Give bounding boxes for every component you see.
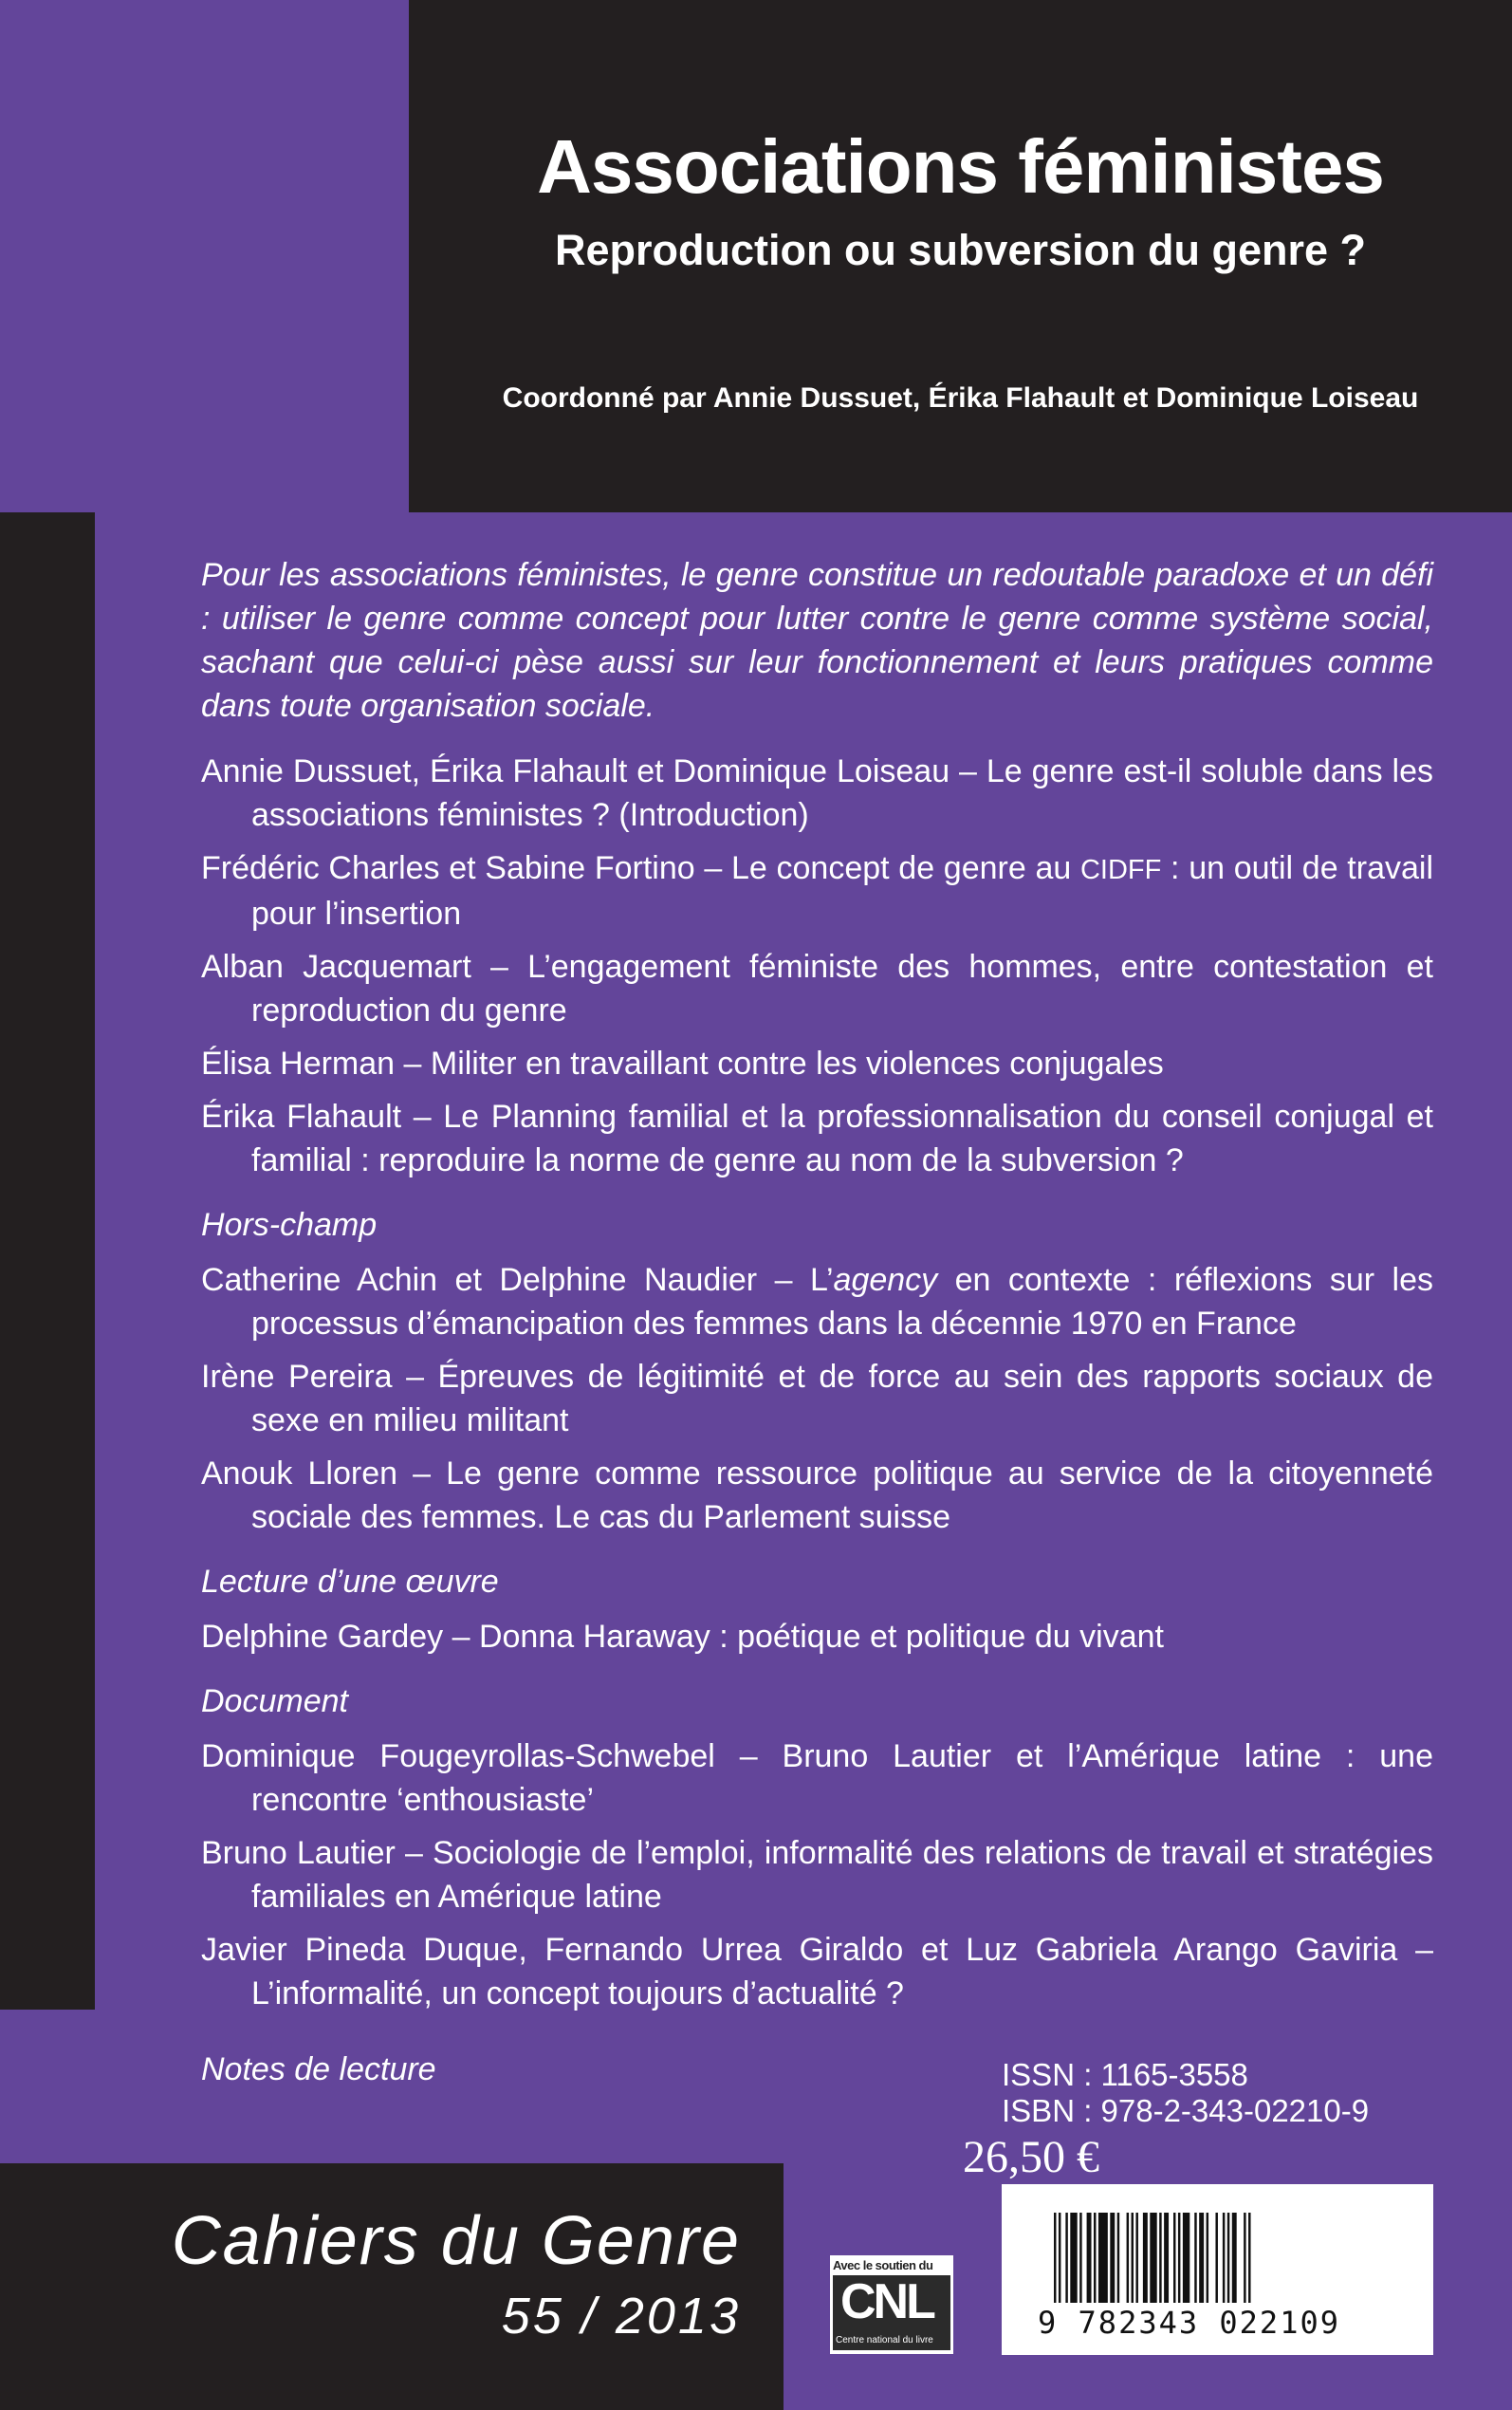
toc-entry: Javier Pineda Duque, Fernando Urrea Giraldo et Luz Gabriela Arango Gaviria – L’informalité, un concept toujours d’actualité ? [201, 1932, 1433, 2011]
left-strip [0, 512, 95, 2010]
section-heading: Document [201, 1683, 348, 1719]
toc-entry: Anouk Lloren – Le genre comme ressource politique au service de la citoyenneté sociale des femmes. Le cas du Parlement suisse [201, 1455, 1433, 1535]
barcode-bar [1183, 2213, 1189, 2303]
section-heading: Lecture d’une œuvre [201, 1564, 499, 1600]
barcode-bar [1248, 2213, 1250, 2303]
barcode-bar [1094, 2213, 1096, 2303]
barcode-bar [1159, 2213, 1161, 2303]
toc-entry: Irène Pereira – Épreuves de légitimité et de force au sein des rapports sociaux de sexe en milieu militant [201, 1359, 1433, 1438]
toc-acronym: CIDFF [1079, 855, 1162, 885]
barcode [1002, 2184, 1433, 2355]
barcode-bar [1194, 2213, 1196, 2303]
cnl-tagline: Avec le soutien du [833, 2258, 933, 2272]
barcode-bar [1232, 2213, 1237, 2303]
section-heading: Hors-champ [201, 1207, 378, 1243]
barcode-bar [1098, 2213, 1108, 2303]
book-subtitle: Reproduction ou subversion du genre ? [554, 226, 1367, 274]
toc-entry: Érika Flahault – Le Planning familial et la professionnalisation du conseil conjugal et familial : reproduire la norme de genre au nom de la subversion ? [201, 1099, 1433, 1178]
barcode-bar [1117, 2213, 1119, 2303]
barcode-bar [1207, 2213, 1208, 2303]
intro-text: Pour les associations féministes, le genre constitue un redoutable paradoxe et un défi : utiliser le genre comme concept pour lutter contre le genre comme système social, sachant que celui-ci pèse aussi sur leur fonctionnement et leurs pratiques comme dans toute organisation sociale. [201, 557, 1433, 724]
isbn: ISBN : 978-2-343-02210-9 [1002, 2093, 1370, 2128]
barcode-bar [1127, 2213, 1129, 2303]
barcode-bar [1150, 2213, 1156, 2303]
cnl-logo-box [833, 2275, 950, 2350]
toc-text: Frédéric Charles et Sabine Fortino – Le concept de genre au [201, 850, 1080, 886]
section-heading: Notes de lecture [201, 2051, 436, 2087]
cnl-name: Centre national du livre [836, 2335, 933, 2345]
barcode-bar [1244, 2213, 1245, 2303]
issue-number: 55 / 2013 [501, 2288, 741, 2345]
barcode-bar [1199, 2213, 1204, 2303]
toc-entry [201, 846, 1433, 936]
toc-text: en contexte : réflexions sur les processus d’émancipation des femmes dans la décennie 1970 en France [251, 1262, 1433, 1342]
barcode-bar [1135, 2213, 1137, 2303]
barcode-bar [1079, 2213, 1081, 2303]
book-title: Associations féministes [537, 124, 1384, 209]
barcode-bar [1227, 2213, 1229, 2303]
footer-panel [0, 2163, 784, 2410]
toc-entry [201, 1258, 1433, 1345]
barcode-bar [1132, 2213, 1134, 2303]
price: 26,50 € [963, 2132, 1099, 2182]
barcode-bar [1215, 2213, 1217, 2303]
cnl-logo [830, 2255, 953, 2354]
barcode-bar [1059, 2213, 1060, 2303]
barcode-bar [1054, 2213, 1056, 2303]
table-of-contents [201, 553, 1433, 2091]
coordinators: Coordonné par Annie Dussuet, Érika Flahault et Dominique Loiseau [502, 382, 1419, 414]
toc-entry: Annie Dussuet, Érika Flahault et Dominique Loiseau – Le genre est-il soluble dans les associations féministes ? (Introduction) [201, 753, 1433, 833]
barcode-digits: 9 782343 022109 [1038, 2305, 1340, 2341]
toc-italic: agency [833, 1262, 938, 1298]
issn: ISSN : 1165-3558 [1002, 2057, 1248, 2092]
barcode-bar [1173, 2213, 1175, 2303]
toc-entry: Dominique Fougeyrollas-Schwebel – Bruno Lautier et l’Amérique latine : une rencontre ‘enthousiaste’ [201, 1738, 1433, 1818]
toc-entry: Alban Jacquemart – L’engagement féministe des hommes, entre contestation et reproduction du genre [201, 949, 1433, 1029]
toc-entry: Delphine Gardey – Donna Haraway : poétique et politique du vivant [201, 1619, 1164, 1655]
toc-text: Catherine Achin et Delphine Naudier – L’ [201, 1262, 834, 1298]
barcode-bar [1178, 2213, 1180, 2303]
toc-entry: Élisa Herman – Militer en travaillant contre les violences conjugales [201, 1046, 1164, 1082]
cnl-letters: CNL [840, 2274, 933, 2329]
barcode-bar [1110, 2213, 1115, 2303]
barcode-bars [1054, 2213, 1253, 2303]
barcode-bar [1065, 2213, 1067, 2303]
barcode-bar [1164, 2213, 1169, 2303]
toc-entry: Bruno Lautier – Sociologie de l’emploi, informalité des relations de travail et stratégies familiales en Amérique latine [201, 1835, 1433, 1915]
barcode-bar [1070, 2213, 1077, 2303]
barcode-bar [1143, 2213, 1148, 2303]
barcode-bar [1223, 2213, 1225, 2303]
journal-name: Cahiers du Genre [171, 2203, 741, 2279]
barcode-bar [1087, 2213, 1092, 2303]
toc-text: : un outil de travail pour l’insertion [251, 850, 1433, 932]
